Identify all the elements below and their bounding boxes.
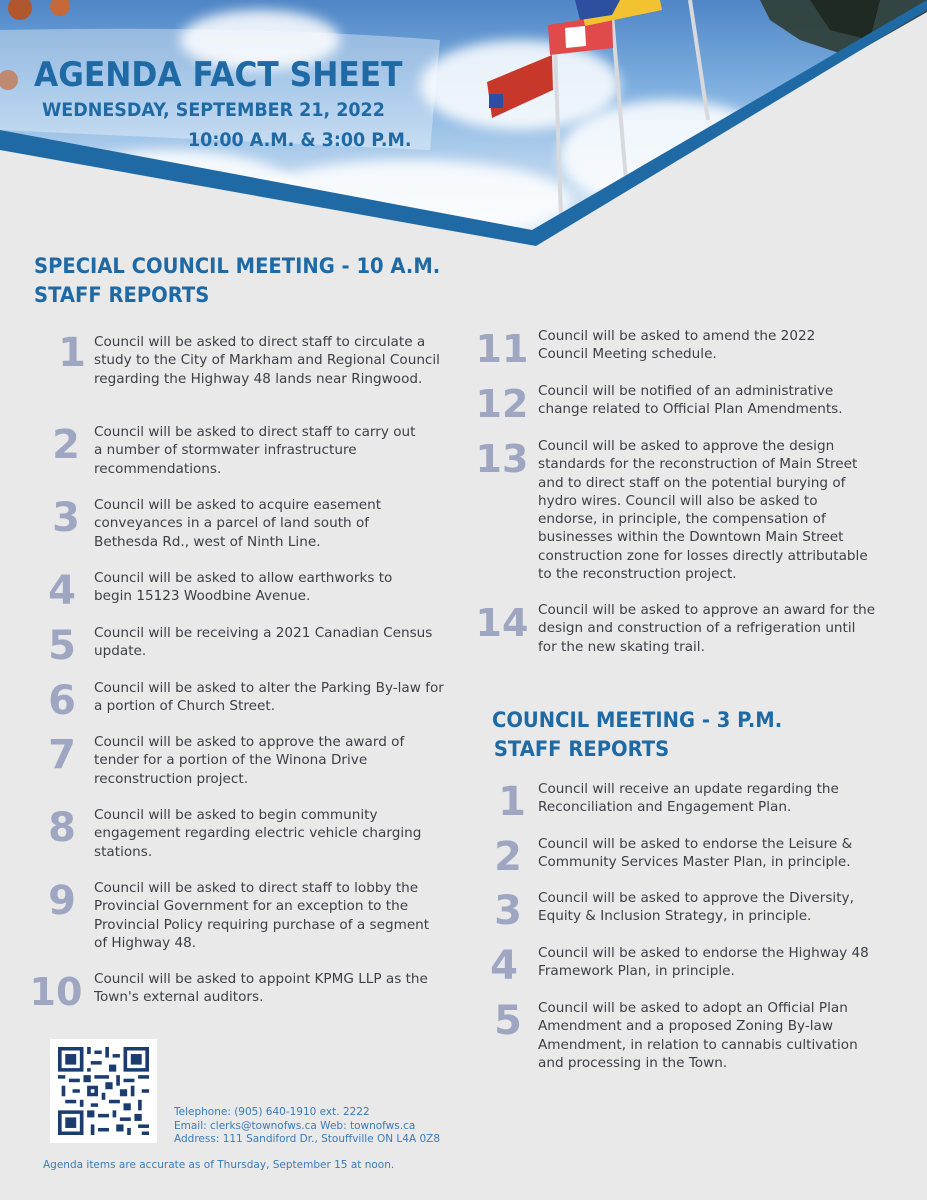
page-title: AGENDA FACT SHEET (34, 55, 403, 95)
item-number: 5 (494, 998, 522, 1044)
item-number: 2 (52, 422, 80, 468)
meeting-date: WEDNESDAY, SEPTEMBER 21, 2022 (42, 99, 385, 121)
item-number: 3 (494, 888, 522, 934)
item-number: 7 (48, 732, 76, 778)
item-text: Council will be asked to amend the 2022 Council Meeting schedule. (538, 328, 816, 363)
contact-info (174, 1106, 440, 1147)
item-text: Council will be asked to alter the Parking By-law for a portion of Church Street. (94, 680, 444, 715)
item-text: Council will be asked to endorse the Highway 48 Framework Plan, in principle. (538, 945, 869, 980)
item-text: Council will be asked to begin community engagement regarding electric vehicle charging stations. (94, 807, 422, 860)
item-text: Council will be asked to approve the award of tender for a portion of the Winona Drive reconstruction project. (94, 734, 405, 787)
item-number: 1 (58, 330, 86, 376)
item-number: 5 (48, 623, 76, 669)
item-text: Council will be asked to approve the design standards for the reconstruction of Main Street and to direct staff on the potential burying of hydro wires. Council will also be asked to endorse, in principle, the compensation of businesses within the Downtown Main Street construction zone for losses directly attributable to the reconstruction project. (538, 438, 868, 583)
item-number: 13 (475, 437, 529, 481)
header-graphic (0, 0, 927, 260)
item-number: 11 (475, 327, 529, 371)
item-text: Council will be asked to approve an award for the design and construction of a refrigeration until for the new skating trail. (538, 602, 876, 655)
item-text: Council will be receiving a 2021 Canadian Census update. (94, 625, 433, 660)
item-number: 2 (494, 834, 522, 880)
item-text: Council will be asked to approve the Diversity, Equity & Inclusion Strategy, in principle. (538, 890, 854, 925)
item-text: Council will be asked to endorse the Leisure & Community Services Master Plan, in principle. (538, 836, 853, 871)
contact-email-web[interactable]: Email: clerks@townofws.ca Web: townofws.ca (174, 1119, 416, 1132)
item-number: 6 (48, 678, 76, 724)
qr-code-icon (58, 1047, 149, 1135)
item-text: Council will be asked to direct staff to circulate a study to the City of Markham and Regional Council regarding the Highway 48 lands near Ringwood. (94, 334, 440, 387)
item-text: Council will be asked to adopt an Official Plan Amendment and a proposed Zoning By-law Amendment, in relation to cannabis cultivation and processing in the Town. (538, 1000, 858, 1071)
item-number: 10 (29, 970, 83, 1014)
item-text: Council will be asked to direct staff to lobby the Provincial Government for an exception to the Provincial Policy requiring purchase of a segment of Highway 48. (94, 880, 430, 951)
council-meeting-heading-line2: STAFF REPORTS (493, 737, 670, 761)
item-number: 3 (52, 495, 80, 541)
flagpole-2 (612, 15, 626, 180)
item-text: Council will be notified of an administrative change related to Official Plan Amendments. (538, 383, 843, 418)
item-number: 12 (475, 382, 529, 426)
footer-note: Agenda items are accurate as of Thursday, September 15 at noon. (43, 1159, 395, 1171)
special-meeting-heading-line2: STAFF REPORTS (34, 283, 210, 307)
council-meeting-heading-line1: COUNCIL MEETING - 3 P.M. (492, 708, 783, 732)
meeting-time: 10:00 A.M. & 3:00 P.M. (188, 129, 412, 151)
item-number: 8 (48, 805, 76, 851)
special-meeting-heading (34, 252, 440, 310)
item-text: Council will be asked to acquire easement conveyances in a parcel of land south of Bethesda Rd., west of Ninth Line. (94, 497, 382, 550)
item-text: Council will be asked to appoint KPMG LLP as the Town's external auditors. (94, 971, 428, 1006)
item-number: 1 (498, 779, 526, 825)
item-number: 4 (490, 943, 518, 989)
qr-code[interactable] (50, 1039, 157, 1143)
item-number: 4 (48, 568, 76, 614)
item-text: Council will receive an update regarding the Reconciliation and Engagement Plan. (538, 781, 839, 816)
item-text: Council will be asked to direct staff to carry out a number of stormwater infrastructure recommendations. (94, 424, 416, 477)
contact-address: Address: 111 Sandiford Dr., Stouffville ON L4A 0Z8 (174, 1133, 441, 1145)
flagpole-3 (690, 0, 708, 120)
item-number: 9 (48, 878, 76, 924)
contact-telephone: Telephone: (905) 640-1910 ext. 2222 (174, 1106, 370, 1118)
item-number: 14 (475, 601, 529, 645)
council-meeting-heading (492, 706, 782, 764)
special-meeting-heading-line1: SPECIAL COUNCIL MEETING - 10 A.M. (34, 254, 441, 278)
item-text: Council will be asked to allow earthworks to begin 15123 Woodbine Avenue. (94, 570, 393, 605)
